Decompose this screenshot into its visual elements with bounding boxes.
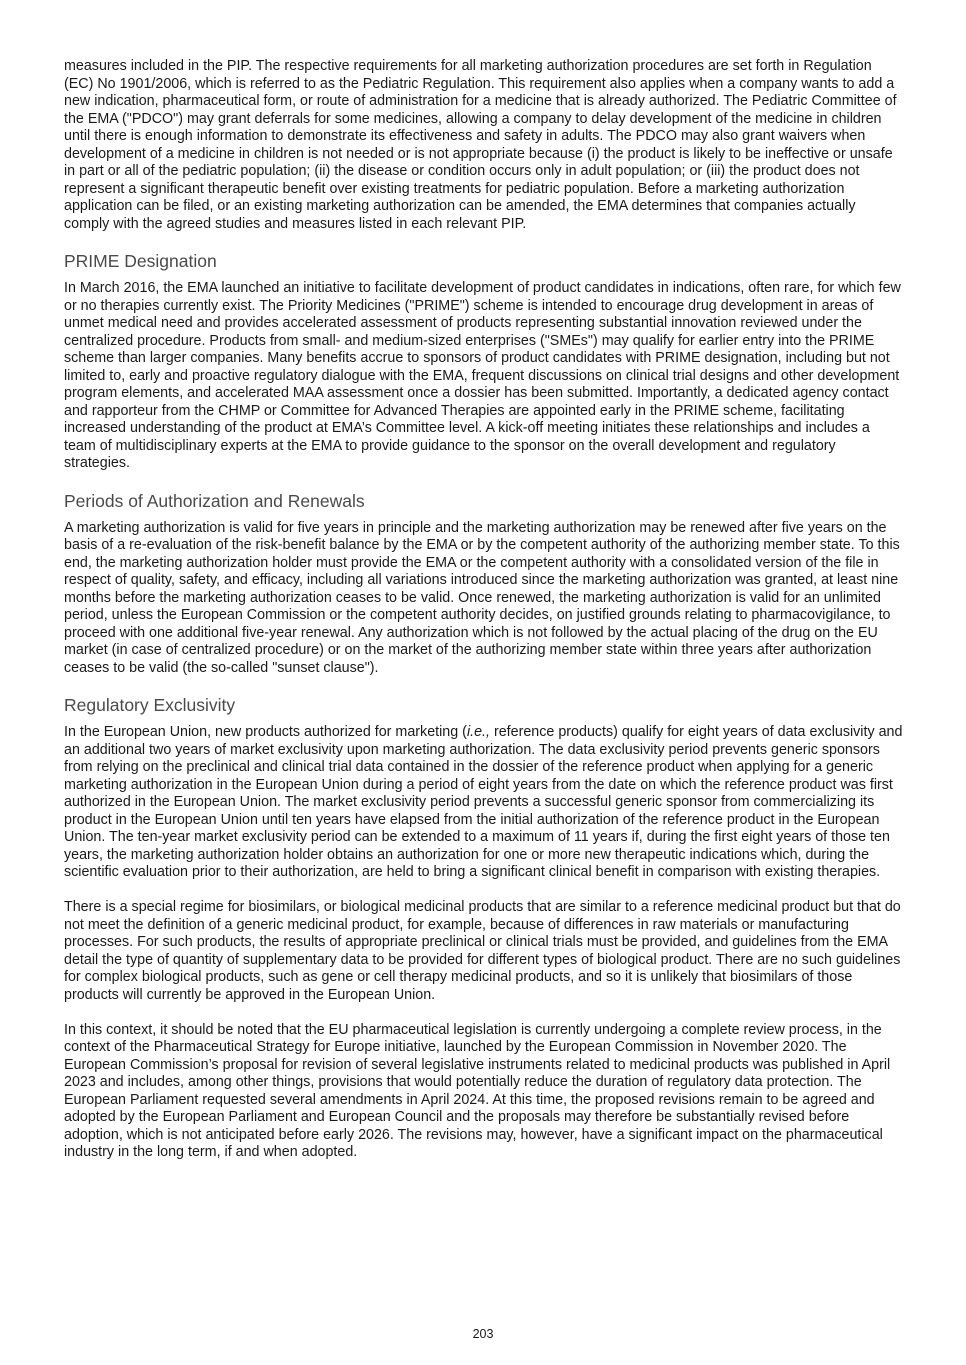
exclusivity-paragraph-2: There is a special regime for biosimilars, or biological medicinal products that are similar to a reference medicinal product but that do not meet the definition of a generic medicinal product, for example, because of differences in raw materials or manufacturing processes. For such products, the results of appropriate preclinical or clinical trials must be provided, and guidelines from the EMA detail the type of quantity of supplementary data to be provided for different types of biological product. There are no such guidelines for complex biological products, such as gene or cell therapy medicinal products, and so it is unlikely that biosimilars of those products will currently be approved in the European Union. — [64, 899, 901, 1003]
renewals-heading: Periods of Authorization and Renewals — [64, 490, 365, 511]
prime-heading: PRIME Designation — [64, 251, 217, 271]
pip-paragraph: measures included in the PIP. The respective requirements for all marketing authorization procedures are set forth in Regulation (EC) No 1901/2006, which is referred to as the Pediatric Regulation. This requirement also applies when a company wants to add a new indication, pharmaceutical form, or route of administration for a medicine that is already authorized. The Pediatric Committee of the EMA ("PDCO") may grant deferrals for some medicines, allowing a company to delay development of the medicine in children until there is enough information to demonstrate its effectiveness and safety in adults. The PDCO may also grant waivers when development of a medicine in children is not needed or is not appropriate because (i) the product is likely to be ineffective or unsafe in part or all of the pediatric population; (ii) the disease or condition occurs only in adult population; or (iii) the product does not represent a significant therapeutic benefit over existing treatments for pediatric population. Before a marketing authorization application can be filed, or an existing marketing authorization can be amended, the EMA determines that companies actually comply with the agreed studies and measures listed in each relevant PIP. — [64, 58, 897, 232]
prime-paragraph: In March 2016, the EMA launched an initiative to facilitate development of product candidates in indications, often rare, for which few or no therapies currently exist. The Priority Medicines ("PRIME") scheme is intended to encourage drug development in areas of unmet medical need and provides accelerated assessment of products representing substantial innovation reviewed under the centralized procedure. Products from small- and medium-sized enterprises ("SMEs") may qualify for earlier entry into the PRIME scheme than larger companies. Many benefits accrue to sponsors of product candidates with PRIME designation, including but not limited to, early and proactive regulatory dialogue with the EMA, frequent discussions on clinical trial designs and other development program elements, and accelerated MAA assessment once a dossier has been submitted. Importantly, a dedicated agency contact and rapporteur from the CHMP or Committee for Advanced Therapies are appointed early in the PRIME scheme, facilitating increased understanding of the product at EMA’s Committee level. A kick-off meeting initiates these relationships and includes a team of multidisciplinary experts at the EMA to provide guidance to the sponsor on the overall development and regulatory strategies. — [64, 280, 901, 471]
exclusivity-paragraph-3: In this context, it should be noted that the EU pharmaceutical legislation is currently undergoing a complete review process, in the context of the Pharmaceutical Strategy for Europe initiative, launched by the European Commission in November 2020. The European Commission’s proposal for revision of several legislative instruments related to medicinal products was published in April 2023 and includes, among other things, provisions that would potentially reduce the duration of regulatory data protection. The European Parliament requested several amendments in April 2024. At this time, the proposed revisions remain to be agreed and adopted by the European Parliament and European Council and the proposals may therefore be substantially revised before adoption, which is not anticipated before early 2026. The revisions may, however, have a significant impact on the pharmaceutical industry in the long term, if and when adopted. — [64, 1021, 891, 1160]
renewals-paragraph: A marketing authorization is valid for five years in principle and the marketing authorization may be renewed after five years on the basis of a re-evaluation of the risk-benefit balance by the EMA or by the competent authority of the authorizing member state. To this end, the marketing authorization holder must provide the EMA or the competent authority with a consolidated version of the file in respect of quality, safety, and efficacy, including all variations introduced since the marketing authorization was granted, at least nine months before the marketing authorization ceases to be valid. Once renewed, the marketing authorization is valid for an unlimited period, unless the European Commission or the competent authority decides, on justified grounds relating to pharmacovigilance, to proceed with one additional five-year renewal. Any authorization which is not followed by the actual placing of the drug on the EU market (in case of centralized procedure) or on the market of the authorizing member state within three years after authorization ceases to be valid (the so-called "sunset clause"). — [64, 519, 900, 676]
exclusivity-heading: Regulatory Exclusivity — [64, 695, 236, 715]
document-page — [64, 58, 904, 1162]
exclusivity-p1-before: In the European Union, new products authorized for marketing ( — [64, 724, 467, 740]
exclusivity-p1-italic: i.e., — [466, 724, 490, 740]
page-number: 203 — [472, 1327, 494, 1341]
exclusivity-p1-after: reference products) qualify for eight years of data exclusivity and an additional two years of market exclusivity upon marketing authorization. The data exclusivity period prevents generic sponsors from relying on the preclinical and clinical trial data contained in the dossier of the reference product when applying for a generic marketing authorization in the European Union during a period of eight years from the date on which the reference product was first authorized in the European Union. The market exclusivity period prevents a successful generic sponsor from commercializing its product in the European Union until ten years have elapsed from the initial authorization of the reference product in the European Union. The ten-year market exclusivity period can be extended to a maximum of 11 years if, during the first eight years of those ten years, the marketing authorization holder obtains an authorization for one or more new therapeutic indications which, during the scientific evaluation prior to their authorization, are held to bring a significant clinical benefit in comparison with existing therapies. — [64, 724, 903, 880]
exclusivity-paragraph-1 — [64, 724, 904, 882]
